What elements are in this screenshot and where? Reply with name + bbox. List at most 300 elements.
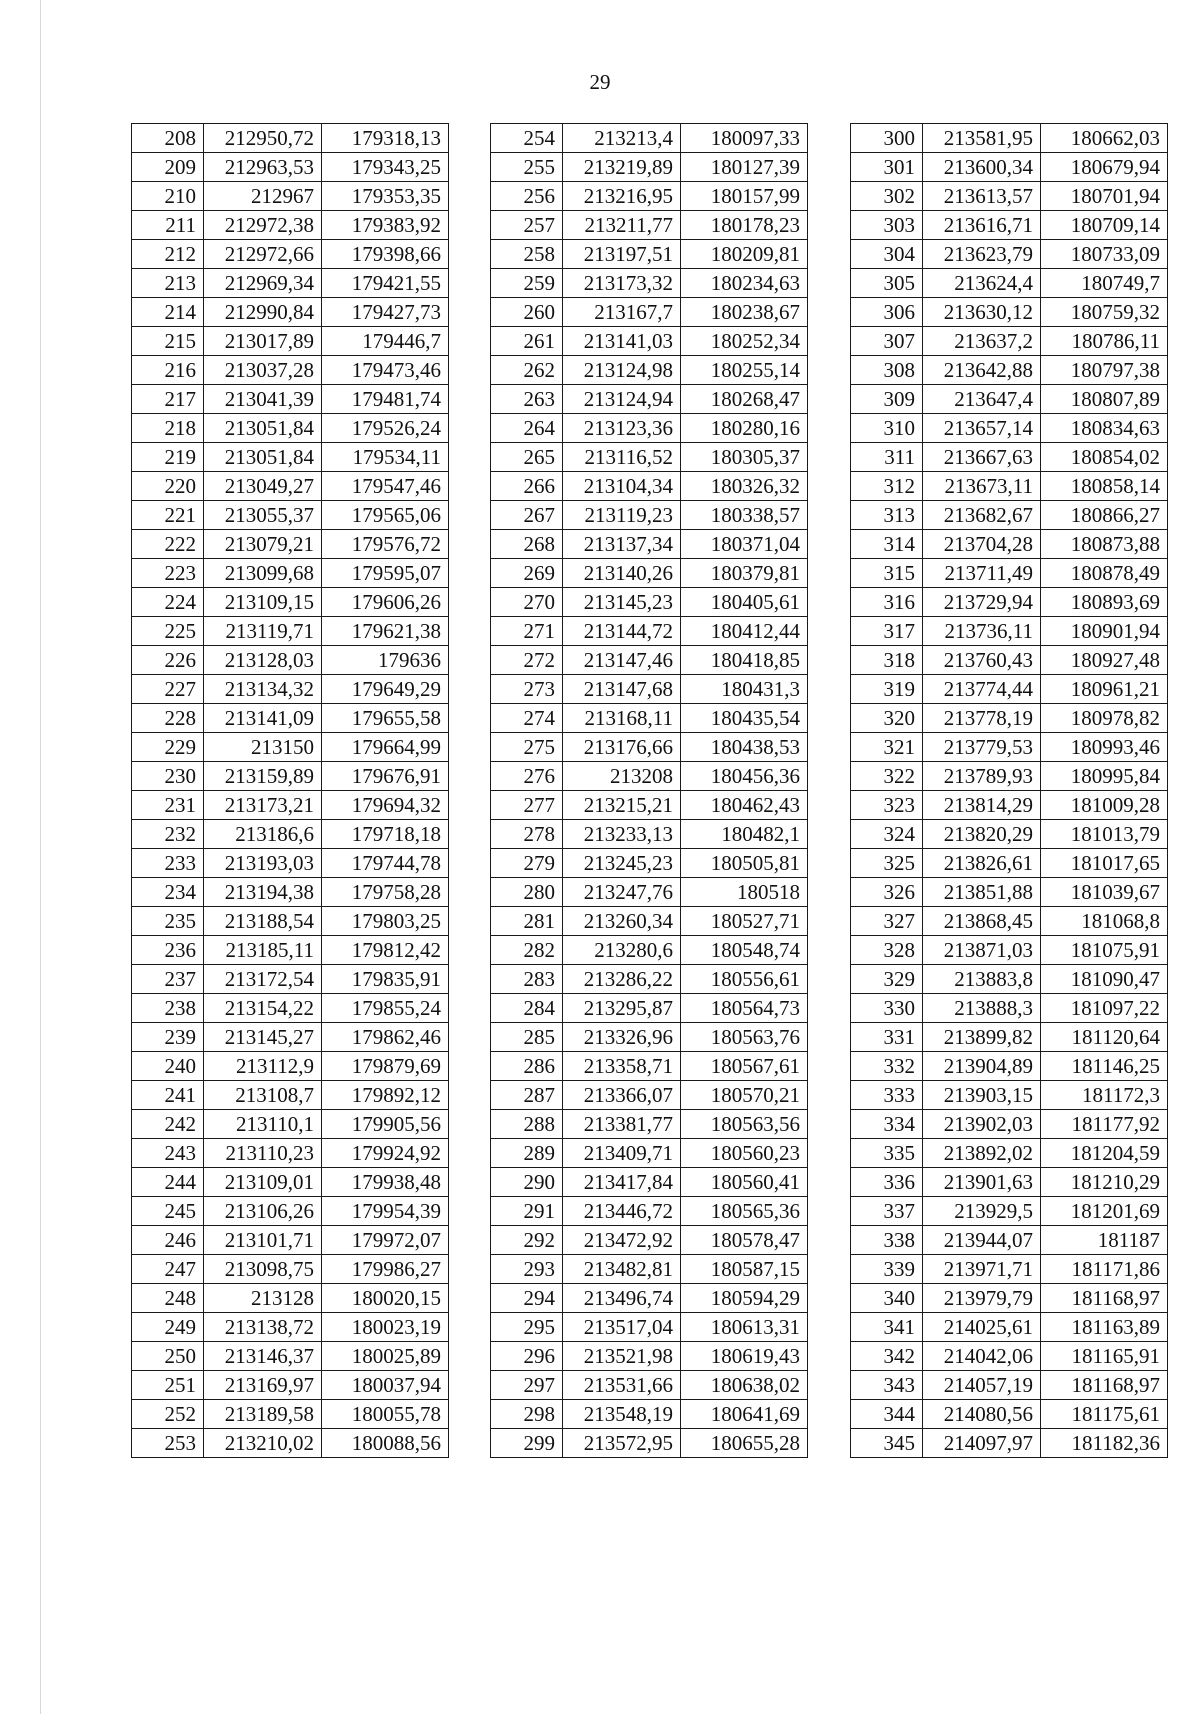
point-number-cell: 257 bbox=[491, 211, 563, 240]
x-coordinate-cell: 213104,34 bbox=[563, 472, 681, 501]
point-number-cell: 329 bbox=[851, 965, 923, 994]
y-coordinate-cell: 180025,89 bbox=[322, 1342, 449, 1371]
x-coordinate-cell: 213581,95 bbox=[923, 124, 1041, 153]
point-number-cell: 246 bbox=[132, 1226, 204, 1255]
y-coordinate-cell: 179547,46 bbox=[322, 472, 449, 501]
point-number-cell: 260 bbox=[491, 298, 563, 327]
point-number-cell: 322 bbox=[851, 762, 923, 791]
point-number-cell: 231 bbox=[132, 791, 204, 820]
table-row bbox=[491, 211, 808, 240]
point-number-cell: 299 bbox=[491, 1429, 563, 1458]
x-coordinate-cell: 213623,79 bbox=[923, 240, 1041, 269]
y-coordinate-cell: 180527,71 bbox=[681, 907, 808, 936]
point-number-cell: 227 bbox=[132, 675, 204, 704]
y-coordinate-cell: 179473,46 bbox=[322, 356, 449, 385]
table-row bbox=[132, 1400, 449, 1429]
x-coordinate-cell: 213141,03 bbox=[563, 327, 681, 356]
point-number-cell: 320 bbox=[851, 704, 923, 733]
point-number-cell: 288 bbox=[491, 1110, 563, 1139]
table-row bbox=[132, 1052, 449, 1081]
table-row bbox=[491, 356, 808, 385]
point-number-cell: 253 bbox=[132, 1429, 204, 1458]
x-coordinate-cell: 213760,43 bbox=[923, 646, 1041, 675]
table-row bbox=[491, 646, 808, 675]
point-number-cell: 250 bbox=[132, 1342, 204, 1371]
y-coordinate-cell: 180505,81 bbox=[681, 849, 808, 878]
x-coordinate-cell: 213245,23 bbox=[563, 849, 681, 878]
x-coordinate-cell: 213098,75 bbox=[204, 1255, 322, 1284]
table-row bbox=[132, 385, 449, 414]
y-coordinate-cell: 181175,61 bbox=[1041, 1400, 1168, 1429]
table-row bbox=[851, 1110, 1168, 1139]
table-row bbox=[851, 588, 1168, 617]
point-number-cell: 303 bbox=[851, 211, 923, 240]
table-row bbox=[851, 1081, 1168, 1110]
point-number-cell: 235 bbox=[132, 907, 204, 936]
table-row bbox=[491, 327, 808, 356]
point-number-cell: 302 bbox=[851, 182, 923, 211]
x-coordinate-cell: 213106,26 bbox=[204, 1197, 322, 1226]
table-row bbox=[851, 1284, 1168, 1313]
table-row bbox=[132, 617, 449, 646]
y-coordinate-cell: 181177,92 bbox=[1041, 1110, 1168, 1139]
y-coordinate-cell: 180786,11 bbox=[1041, 327, 1168, 356]
y-coordinate-cell: 179938,48 bbox=[322, 1168, 449, 1197]
y-coordinate-cell: 179892,12 bbox=[322, 1081, 449, 1110]
y-coordinate-cell: 179343,25 bbox=[322, 153, 449, 182]
point-number-cell: 233 bbox=[132, 849, 204, 878]
x-coordinate-cell: 213482,81 bbox=[563, 1255, 681, 1284]
y-coordinate-cell: 180438,53 bbox=[681, 733, 808, 762]
point-number-cell: 221 bbox=[132, 501, 204, 530]
point-number-cell: 263 bbox=[491, 385, 563, 414]
x-coordinate-cell: 213366,07 bbox=[563, 1081, 681, 1110]
y-coordinate-cell: 180834,63 bbox=[1041, 414, 1168, 443]
table-row bbox=[491, 675, 808, 704]
point-number-cell: 286 bbox=[491, 1052, 563, 1081]
y-coordinate-cell: 180565,36 bbox=[681, 1197, 808, 1226]
y-coordinate-cell: 180435,54 bbox=[681, 704, 808, 733]
table-row bbox=[851, 327, 1168, 356]
x-coordinate-cell: 213017,89 bbox=[204, 327, 322, 356]
x-coordinate-cell: 213409,71 bbox=[563, 1139, 681, 1168]
table-row bbox=[132, 211, 449, 240]
table-row bbox=[132, 356, 449, 385]
y-coordinate-cell: 179446,7 bbox=[322, 327, 449, 356]
y-coordinate-cell: 180619,43 bbox=[681, 1342, 808, 1371]
point-number-cell: 304 bbox=[851, 240, 923, 269]
y-coordinate-cell: 181168,97 bbox=[1041, 1371, 1168, 1400]
table-row bbox=[851, 414, 1168, 443]
coordinates-table-1 bbox=[131, 123, 449, 1458]
y-coordinate-cell: 180255,14 bbox=[681, 356, 808, 385]
table-row bbox=[491, 1226, 808, 1255]
y-coordinate-cell: 180431,3 bbox=[681, 675, 808, 704]
x-coordinate-cell: 213647,4 bbox=[923, 385, 1041, 414]
point-number-cell: 245 bbox=[132, 1197, 204, 1226]
point-number-cell: 340 bbox=[851, 1284, 923, 1313]
point-number-cell: 267 bbox=[491, 501, 563, 530]
x-coordinate-cell: 213173,32 bbox=[563, 269, 681, 298]
y-coordinate-cell: 179694,32 bbox=[322, 791, 449, 820]
point-number-cell: 225 bbox=[132, 617, 204, 646]
y-coordinate-cell: 180560,41 bbox=[681, 1168, 808, 1197]
point-number-cell: 285 bbox=[491, 1023, 563, 1052]
y-coordinate-cell: 179595,07 bbox=[322, 559, 449, 588]
point-number-cell: 316 bbox=[851, 588, 923, 617]
x-coordinate-cell: 213055,37 bbox=[204, 501, 322, 530]
y-coordinate-cell: 180587,15 bbox=[681, 1255, 808, 1284]
table-row bbox=[851, 1429, 1168, 1458]
table-row bbox=[851, 269, 1168, 298]
point-number-cell: 248 bbox=[132, 1284, 204, 1313]
y-coordinate-cell: 179862,46 bbox=[322, 1023, 449, 1052]
y-coordinate-cell: 180961,21 bbox=[1041, 675, 1168, 704]
point-number-cell: 291 bbox=[491, 1197, 563, 1226]
x-coordinate-cell: 213901,63 bbox=[923, 1168, 1041, 1197]
table-row bbox=[851, 443, 1168, 472]
point-number-cell: 261 bbox=[491, 327, 563, 356]
x-coordinate-cell: 213851,88 bbox=[923, 878, 1041, 907]
point-number-cell: 238 bbox=[132, 994, 204, 1023]
table-row bbox=[132, 269, 449, 298]
y-coordinate-cell: 180482,1 bbox=[681, 820, 808, 849]
table-row bbox=[851, 559, 1168, 588]
table-row bbox=[132, 124, 449, 153]
table-row bbox=[851, 530, 1168, 559]
point-number-cell: 208 bbox=[132, 124, 204, 153]
table-row bbox=[491, 1139, 808, 1168]
y-coordinate-cell: 180379,81 bbox=[681, 559, 808, 588]
point-number-cell: 213 bbox=[132, 269, 204, 298]
x-coordinate-cell: 213049,27 bbox=[204, 472, 322, 501]
point-number-cell: 214 bbox=[132, 298, 204, 327]
point-number-cell: 292 bbox=[491, 1226, 563, 1255]
y-coordinate-cell: 179812,42 bbox=[322, 936, 449, 965]
y-coordinate-cell: 181168,97 bbox=[1041, 1284, 1168, 1313]
point-number-cell: 273 bbox=[491, 675, 563, 704]
point-number-cell: 222 bbox=[132, 530, 204, 559]
y-coordinate-cell: 179427,73 bbox=[322, 298, 449, 327]
table-row bbox=[851, 1023, 1168, 1052]
y-coordinate-cell: 180209,81 bbox=[681, 240, 808, 269]
y-coordinate-cell: 180854,02 bbox=[1041, 443, 1168, 472]
table-row bbox=[491, 1168, 808, 1197]
table-row bbox=[491, 443, 808, 472]
table-row bbox=[851, 501, 1168, 530]
x-coordinate-cell: 213169,97 bbox=[204, 1371, 322, 1400]
x-coordinate-cell: 213704,28 bbox=[923, 530, 1041, 559]
table-row bbox=[132, 1342, 449, 1371]
table-row bbox=[132, 762, 449, 791]
point-number-cell: 266 bbox=[491, 472, 563, 501]
table-row bbox=[491, 1400, 808, 1429]
y-coordinate-cell: 180238,67 bbox=[681, 298, 808, 327]
x-coordinate-cell: 213215,21 bbox=[563, 791, 681, 820]
point-number-cell: 241 bbox=[132, 1081, 204, 1110]
point-number-cell: 249 bbox=[132, 1313, 204, 1342]
table-row bbox=[851, 1313, 1168, 1342]
table-row bbox=[132, 1313, 449, 1342]
point-number-cell: 295 bbox=[491, 1313, 563, 1342]
point-number-cell: 324 bbox=[851, 820, 923, 849]
x-coordinate-cell: 213899,82 bbox=[923, 1023, 1041, 1052]
point-number-cell: 335 bbox=[851, 1139, 923, 1168]
table-row bbox=[132, 182, 449, 211]
x-coordinate-cell: 213944,07 bbox=[923, 1226, 1041, 1255]
y-coordinate-cell: 179421,55 bbox=[322, 269, 449, 298]
x-coordinate-cell: 213194,38 bbox=[204, 878, 322, 907]
y-coordinate-cell: 179576,72 bbox=[322, 530, 449, 559]
point-number-cell: 209 bbox=[132, 153, 204, 182]
x-coordinate-cell: 213736,11 bbox=[923, 617, 1041, 646]
table-row bbox=[491, 965, 808, 994]
x-coordinate-cell: 213624,4 bbox=[923, 269, 1041, 298]
x-coordinate-cell: 213210,02 bbox=[204, 1429, 322, 1458]
table-row bbox=[132, 907, 449, 936]
point-number-cell: 272 bbox=[491, 646, 563, 675]
x-coordinate-cell: 213472,92 bbox=[563, 1226, 681, 1255]
coordinates-table-3 bbox=[850, 123, 1168, 1458]
table-row bbox=[491, 791, 808, 820]
table-row bbox=[491, 530, 808, 559]
x-coordinate-cell: 213820,29 bbox=[923, 820, 1041, 849]
point-number-cell: 330 bbox=[851, 994, 923, 1023]
y-coordinate-cell: 180564,73 bbox=[681, 994, 808, 1023]
table-row bbox=[851, 182, 1168, 211]
point-number-cell: 270 bbox=[491, 588, 563, 617]
y-coordinate-cell: 180563,56 bbox=[681, 1110, 808, 1139]
x-coordinate-cell: 213868,45 bbox=[923, 907, 1041, 936]
point-number-cell: 268 bbox=[491, 530, 563, 559]
table-row bbox=[491, 994, 808, 1023]
y-coordinate-cell: 180405,61 bbox=[681, 588, 808, 617]
table-row bbox=[851, 936, 1168, 965]
point-number-cell: 323 bbox=[851, 791, 923, 820]
x-coordinate-cell: 213902,03 bbox=[923, 1110, 1041, 1139]
y-coordinate-cell: 180462,43 bbox=[681, 791, 808, 820]
y-coordinate-cell: 181097,22 bbox=[1041, 994, 1168, 1023]
point-number-cell: 259 bbox=[491, 269, 563, 298]
x-coordinate-cell: 213037,28 bbox=[204, 356, 322, 385]
x-coordinate-cell: 213247,76 bbox=[563, 878, 681, 907]
x-coordinate-cell: 213517,04 bbox=[563, 1313, 681, 1342]
point-number-cell: 251 bbox=[132, 1371, 204, 1400]
point-number-cell: 318 bbox=[851, 646, 923, 675]
point-number-cell: 265 bbox=[491, 443, 563, 472]
y-coordinate-cell: 181163,89 bbox=[1041, 1313, 1168, 1342]
table-row bbox=[491, 762, 808, 791]
y-coordinate-cell: 179879,69 bbox=[322, 1052, 449, 1081]
point-number-cell: 296 bbox=[491, 1342, 563, 1371]
y-coordinate-cell: 180878,49 bbox=[1041, 559, 1168, 588]
point-number-cell: 297 bbox=[491, 1371, 563, 1400]
y-coordinate-cell: 180088,56 bbox=[322, 1429, 449, 1458]
x-coordinate-cell: 213496,74 bbox=[563, 1284, 681, 1313]
table-row bbox=[132, 936, 449, 965]
y-coordinate-cell: 180280,16 bbox=[681, 414, 808, 443]
x-coordinate-cell: 213128,03 bbox=[204, 646, 322, 675]
table-row bbox=[132, 1168, 449, 1197]
y-coordinate-cell: 179636 bbox=[322, 646, 449, 675]
table-row bbox=[491, 1342, 808, 1371]
table-row bbox=[132, 1255, 449, 1284]
y-coordinate-cell: 180178,23 bbox=[681, 211, 808, 240]
point-number-cell: 220 bbox=[132, 472, 204, 501]
table-row bbox=[491, 617, 808, 646]
x-coordinate-cell: 213124,94 bbox=[563, 385, 681, 414]
x-coordinate-cell: 213211,77 bbox=[563, 211, 681, 240]
x-coordinate-cell: 213197,51 bbox=[563, 240, 681, 269]
y-coordinate-cell: 181182,36 bbox=[1041, 1429, 1168, 1458]
table-row bbox=[132, 1197, 449, 1226]
coordinates-table-2 bbox=[490, 123, 808, 1458]
table-row bbox=[491, 182, 808, 211]
point-number-cell: 294 bbox=[491, 1284, 563, 1313]
table-row bbox=[851, 646, 1168, 675]
point-number-cell: 226 bbox=[132, 646, 204, 675]
y-coordinate-cell: 179954,39 bbox=[322, 1197, 449, 1226]
x-coordinate-cell: 213613,57 bbox=[923, 182, 1041, 211]
table-row bbox=[132, 414, 449, 443]
x-coordinate-cell: 213657,14 bbox=[923, 414, 1041, 443]
y-coordinate-cell: 181039,67 bbox=[1041, 878, 1168, 907]
y-coordinate-cell: 181090,47 bbox=[1041, 965, 1168, 994]
point-number-cell: 338 bbox=[851, 1226, 923, 1255]
table-row bbox=[851, 472, 1168, 501]
x-coordinate-cell: 213116,52 bbox=[563, 443, 681, 472]
table-row bbox=[491, 298, 808, 327]
point-number-cell: 332 bbox=[851, 1052, 923, 1081]
y-coordinate-cell: 181017,65 bbox=[1041, 849, 1168, 878]
point-number-cell: 210 bbox=[132, 182, 204, 211]
table-row bbox=[132, 849, 449, 878]
x-coordinate-cell: 213892,02 bbox=[923, 1139, 1041, 1168]
table-row bbox=[851, 965, 1168, 994]
y-coordinate-cell: 179676,91 bbox=[322, 762, 449, 791]
point-number-cell: 244 bbox=[132, 1168, 204, 1197]
y-coordinate-cell: 180679,94 bbox=[1041, 153, 1168, 182]
x-coordinate-cell: 213642,88 bbox=[923, 356, 1041, 385]
point-number-cell: 336 bbox=[851, 1168, 923, 1197]
point-number-cell: 275 bbox=[491, 733, 563, 762]
table-row bbox=[132, 153, 449, 182]
x-coordinate-cell: 213446,72 bbox=[563, 1197, 681, 1226]
table-row bbox=[851, 733, 1168, 762]
table-row bbox=[491, 1081, 808, 1110]
y-coordinate-cell: 180993,46 bbox=[1041, 733, 1168, 762]
table-row bbox=[491, 1052, 808, 1081]
y-coordinate-cell: 180807,89 bbox=[1041, 385, 1168, 414]
table-row bbox=[851, 704, 1168, 733]
table-row bbox=[132, 675, 449, 704]
x-coordinate-cell: 213051,84 bbox=[204, 414, 322, 443]
y-coordinate-cell: 180097,33 bbox=[681, 124, 808, 153]
y-coordinate-cell: 180662,03 bbox=[1041, 124, 1168, 153]
y-coordinate-cell: 180548,74 bbox=[681, 936, 808, 965]
y-coordinate-cell: 179383,92 bbox=[322, 211, 449, 240]
x-coordinate-cell: 213119,71 bbox=[204, 617, 322, 646]
y-coordinate-cell: 180567,61 bbox=[681, 1052, 808, 1081]
y-coordinate-cell: 180594,29 bbox=[681, 1284, 808, 1313]
y-coordinate-cell: 180556,61 bbox=[681, 965, 808, 994]
table-row bbox=[851, 994, 1168, 1023]
x-coordinate-cell: 213110,23 bbox=[204, 1139, 322, 1168]
y-coordinate-cell: 180157,99 bbox=[681, 182, 808, 211]
table-row bbox=[491, 414, 808, 443]
x-coordinate-cell: 214042,06 bbox=[923, 1342, 1041, 1371]
point-number-cell: 334 bbox=[851, 1110, 923, 1139]
x-coordinate-cell: 213903,15 bbox=[923, 1081, 1041, 1110]
x-coordinate-cell: 213147,46 bbox=[563, 646, 681, 675]
x-coordinate-cell: 213172,54 bbox=[204, 965, 322, 994]
point-number-cell: 331 bbox=[851, 1023, 923, 1052]
point-number-cell: 280 bbox=[491, 878, 563, 907]
y-coordinate-cell: 180578,47 bbox=[681, 1226, 808, 1255]
x-coordinate-cell: 213729,94 bbox=[923, 588, 1041, 617]
point-number-cell: 252 bbox=[132, 1400, 204, 1429]
table-row bbox=[132, 559, 449, 588]
y-coordinate-cell: 179621,38 bbox=[322, 617, 449, 646]
x-coordinate-cell: 213548,19 bbox=[563, 1400, 681, 1429]
x-coordinate-cell: 213774,44 bbox=[923, 675, 1041, 704]
y-coordinate-cell: 181009,28 bbox=[1041, 791, 1168, 820]
x-coordinate-cell: 213145,23 bbox=[563, 588, 681, 617]
x-coordinate-cell: 213971,71 bbox=[923, 1255, 1041, 1284]
point-number-cell: 339 bbox=[851, 1255, 923, 1284]
x-coordinate-cell: 213888,3 bbox=[923, 994, 1041, 1023]
point-number-cell: 274 bbox=[491, 704, 563, 733]
point-number-cell: 345 bbox=[851, 1429, 923, 1458]
table-row bbox=[851, 1168, 1168, 1197]
table-row bbox=[491, 153, 808, 182]
point-number-cell: 287 bbox=[491, 1081, 563, 1110]
x-coordinate-cell: 213779,53 bbox=[923, 733, 1041, 762]
x-coordinate-cell: 214057,19 bbox=[923, 1371, 1041, 1400]
table-row bbox=[132, 1081, 449, 1110]
y-coordinate-cell: 180995,84 bbox=[1041, 762, 1168, 791]
table-row bbox=[491, 907, 808, 936]
table-row bbox=[132, 791, 449, 820]
x-coordinate-cell: 213219,89 bbox=[563, 153, 681, 182]
table-row bbox=[132, 1284, 449, 1313]
y-coordinate-cell: 180560,23 bbox=[681, 1139, 808, 1168]
x-coordinate-cell: 213159,89 bbox=[204, 762, 322, 791]
table-row bbox=[851, 791, 1168, 820]
y-coordinate-cell: 180641,69 bbox=[681, 1400, 808, 1429]
x-coordinate-cell: 213358,71 bbox=[563, 1052, 681, 1081]
table-row bbox=[851, 907, 1168, 936]
x-coordinate-cell: 213101,71 bbox=[204, 1226, 322, 1255]
y-coordinate-cell: 180613,31 bbox=[681, 1313, 808, 1342]
y-coordinate-cell: 179718,18 bbox=[322, 820, 449, 849]
point-number-cell: 343 bbox=[851, 1371, 923, 1400]
x-coordinate-cell: 213667,63 bbox=[923, 443, 1041, 472]
point-number-cell: 230 bbox=[132, 762, 204, 791]
table-row bbox=[491, 559, 808, 588]
table-row bbox=[132, 733, 449, 762]
y-coordinate-cell: 180371,04 bbox=[681, 530, 808, 559]
x-coordinate-cell: 213673,11 bbox=[923, 472, 1041, 501]
x-coordinate-cell: 213789,93 bbox=[923, 762, 1041, 791]
table-row bbox=[851, 385, 1168, 414]
x-coordinate-cell: 214097,97 bbox=[923, 1429, 1041, 1458]
table-row bbox=[132, 588, 449, 617]
point-number-cell: 217 bbox=[132, 385, 204, 414]
x-coordinate-cell: 213141,09 bbox=[204, 704, 322, 733]
table-row bbox=[491, 1255, 808, 1284]
y-coordinate-cell: 181013,79 bbox=[1041, 820, 1168, 849]
